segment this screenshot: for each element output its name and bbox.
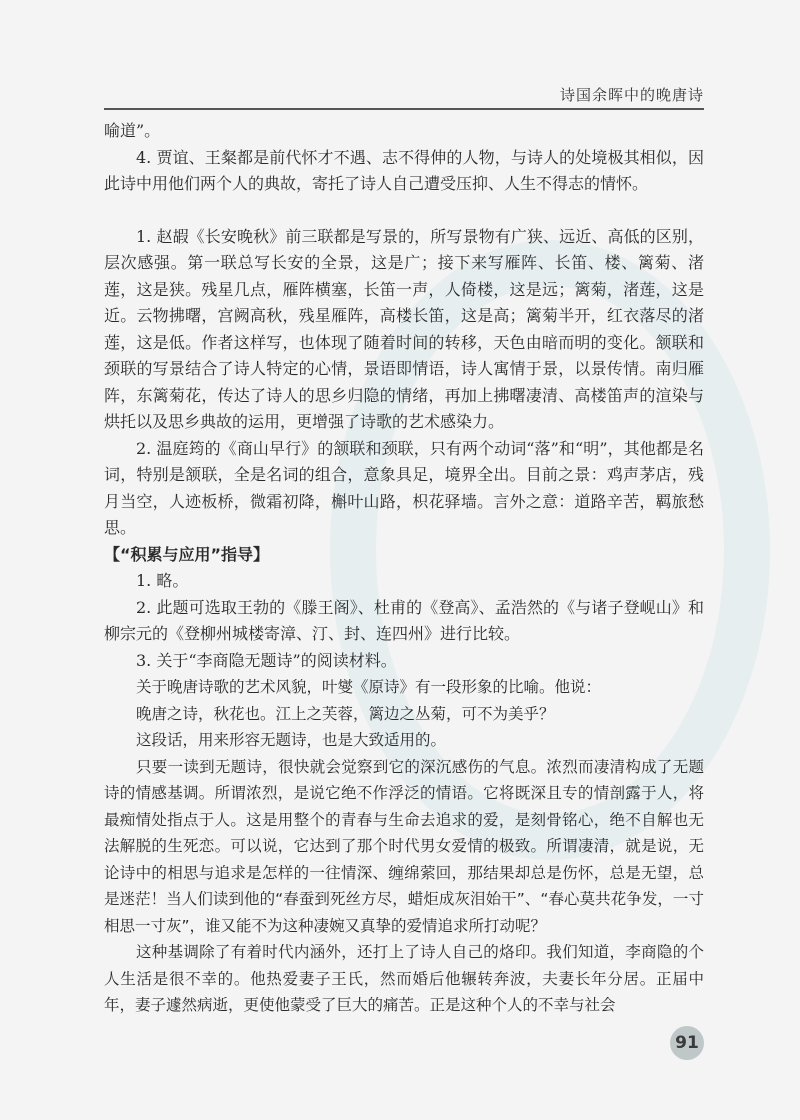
quote-paragraph: 这种基调除了有着时代内涵外，还打上了诗人自己的烙印。我们知道，李商隐的个人生活是很不幸的。他热爱妻子王氏，然而婚后他辗转奔波，夫妻长年分居。正届中年，妻子遽然病逝，更使他蒙受了巨大的痛苦。正是这种个人的不幸与社会: [104, 943, 704, 1014]
paragraph: 2. 温庭筠的《商山早行》的颔联和颈联，只有两个动词“落”和“明”，其他都是名词，特别是颔联，全是名词的组合，意象具足，境界全出。目前之景：鸡声茅店，残月当空，人迹板桥，微霜初降，槲叶山路，枳花驿墙。言外之意：道路辛苦，羁旅愁思。: [104, 438, 704, 537]
paragraph: 3. 关于“李商隐无题诗”的阅读材料。: [136, 650, 397, 670]
paragraph: 喻道”。: [104, 121, 161, 140]
running-header: [104, 84, 704, 110]
paragraph: 1. 略。: [136, 571, 189, 590]
paragraph: 4. 贾谊、王粲都是前代怀才不遇、志不得伸的人物，与诗人的处境极其相似，因此诗中用他们两个人的典故，寄托了诗人自己遭受压抑、人生不得志的情怀。: [104, 147, 704, 193]
quote-paragraph: 关于晚唐诗歌的艺术风貌，叶燮《原诗》有一段形象的比喻。他说：: [136, 678, 602, 696]
header-title: 诗国余晖中的晚唐诗: [559, 86, 704, 104]
paragraph: 1. 赵嘏《长安晚秋》前三联都是写景的，所写景物有广狭、远近、高低的区别，层次感强。第一联总写长安的全景，这是广；接下来写雁阵、长笛、楼、篱菊、渚莲，这是狭。残星几点，雁阵横塞，长笛一声，人倚楼，这是远；篱菊，渚莲，这是近。云物拂曙，宫阙高秋，残星雁阵，高楼长笛，这是高；篱菊半开，红衣落尽的渚莲，这是低。作者这样写，也体现了随着时间的转移，天色由暗而明的变化。颔联和颈联的写景结合了诗人特定的心情，景语即情语，诗人寓情于景，以景传情。南归雁阵，东篱菊花，传达了诗人的思乡归隐的情绪，再加上拂曙凄清、高楼笛声的渲染与烘托以及思乡典故的运用，更增强了诗歌的艺术感染力。: [104, 226, 704, 431]
page-body: [104, 118, 704, 1019]
quote-paragraph: 这段话，用来形容无题诗，也是大致适用的。: [136, 731, 447, 749]
quote-paragraph: 晚唐之诗，秋花也。江上之芙蓉，篱边之丛菊，可不为美乎？: [136, 704, 555, 723]
quote-paragraph: 只要一读到无题诗，很快就会觉察到它的深沉感伤的气息。浓烈而凄清构成了无题诗的情感基调。所谓浓烈，是说它绝不作浮泛的情语。它将既深且专的情剖露于人，将最痴情处指点于人。这是用整个的青春与生命去追求的爱，是刻骨铭心，绝不自解也无法解脱的生死恋。可以说，它达到了那个时代男女爱情的极致。所谓凄清，就是说，无论诗中的相思与追求是怎样的一往情深、缠绵萦回，那结果却总是伤怀，总是无望，总是迷茫！当人们读到他的“春蚕到死丝方尽，蜡炬成灰泪始干”、“春心莫共花争发，一寸相思一寸灰”，谁又能不为这种凄婉又真挚的爱情追求所打动呢？: [104, 757, 704, 935]
section-heading: 【“积累与应用”指导】: [104, 544, 270, 564]
page-number: 91: [670, 1026, 704, 1060]
paragraph: 2. 此题可选取王勃的《滕王阁》、杜甫的《登高》、孟浩然的《与诸子登岘山》和柳宗元的《登柳州城楼寄漳、汀、封、连四州》进行比较。: [104, 597, 704, 643]
section-gap: [104, 198, 704, 224]
